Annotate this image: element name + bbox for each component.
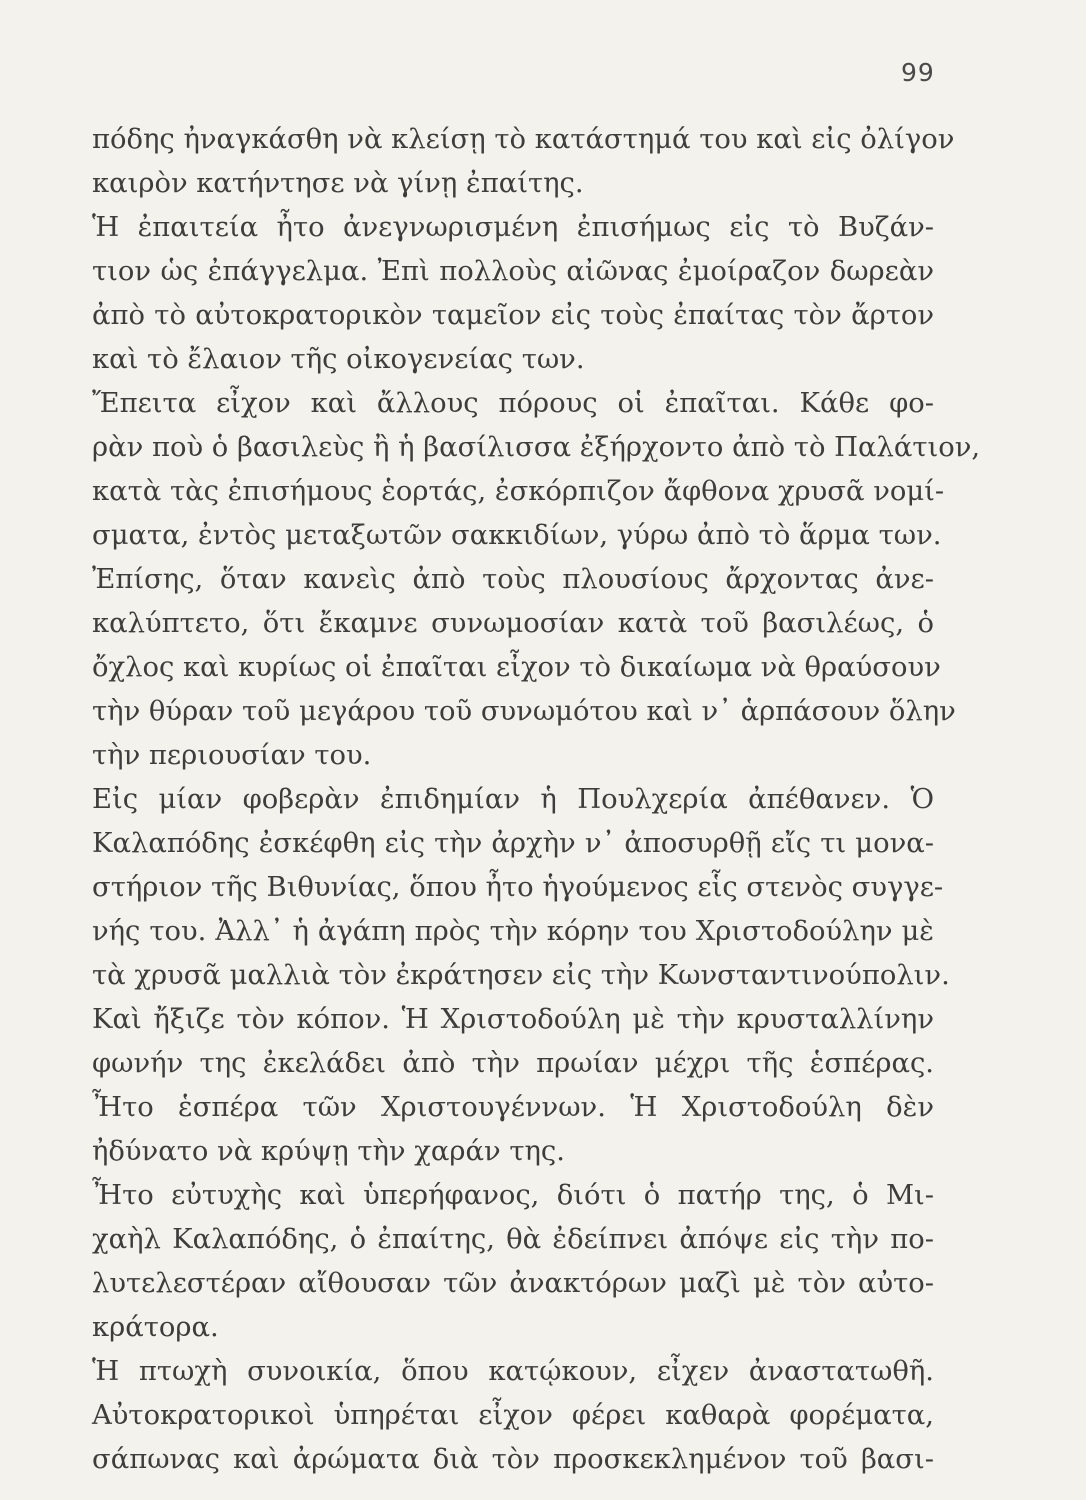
text-line: καλύπτετο, ὅτι ἔκαμνε συνωμοσίαν κατὰ τοῦ βασιλέως, ὁ xyxy=(92,608,934,639)
text-line: Καὶ ἤξιζε τὸν κόπον. Ἡ Χριστοδούλη μὲ τὴν κρυσταλλίνην xyxy=(92,1004,934,1035)
text-line: Αὐτοκρατορικοὶ ὑπηρέται εἶχον φέρει καθαρὰ φορέματα, xyxy=(92,1400,934,1431)
text-line: ἠδύνατο νὰ κρύψῃ τὴν χαράν της. xyxy=(92,1136,565,1167)
text-line: Ἡ ἐπαιτεία ἦτο ἀνεγνωρισμένη ἐπισήμως εἰς τὸ Βυζάν- xyxy=(92,212,934,243)
text-line: Ἡ πτωχὴ συνοικία, ὅπου κατῴκουν, εἶχεν ἀναστατωθῆ. xyxy=(92,1356,934,1387)
text-line: Ἐπίσης, ὅταν κανεὶς ἀπὸ τοὺς πλουσίους ἄρχοντας ἀνε- xyxy=(92,564,934,595)
text-line: ἀπὸ τὸ αὐτοκρατορικὸν ταμεῖον εἰς τοὺς ἐπαίτας τὸν ἄρτον xyxy=(92,300,934,331)
text-line: Ἦτο ἑσπέρα τῶν Χριστουγέννων. Ἡ Χριστοδούλη δὲν xyxy=(92,1092,934,1123)
text-line: Εἰς μίαν φοβερὰν ἐπιδημίαν ἡ Πουλχερία ἀπέθανεν. Ὁ xyxy=(92,784,934,815)
text-line: Ἔπειτα εἶχον καὶ ἄλλους πόρους οἱ ἐπαῖται. Κάθε φο- xyxy=(92,388,934,419)
page-number: 99 xyxy=(901,58,935,87)
text-line: τὰ χρυσᾶ μαλλιὰ τὸν ἐκράτησεν εἰς τὴν Κωνσταντινούπολιν. xyxy=(92,960,950,991)
text-line: καιρὸν κατήντησε νὰ γίνῃ ἐπαίτης. xyxy=(92,168,584,199)
text-line: τὴν θύραν τοῦ μεγάρου τοῦ συνωμότου καὶ ν᾽ ἁρπάσουν ὅλην xyxy=(92,696,956,727)
text-line: νής του. Ἀλλ᾽ ἡ ἀγάπη πρὸς τὴν κόρην του Χριστοδούλην μὲ xyxy=(92,916,934,947)
text-line: ὄχλος καὶ κυρίως οἱ ἐπαῖται εἶχον τὸ δικαίωμα νὰ θραύσουν xyxy=(92,652,941,683)
text-line: κράτορα. xyxy=(92,1312,219,1343)
text-line: σάπωνας καὶ ἀρώματα διὰ τὸν προσκεκλημένον τοῦ βασι- xyxy=(92,1444,934,1475)
text-line: κατὰ τὰς ἐπισήμους ἑορτάς, ἐσκόρπιζον ἄφθονα χρυσᾶ νομί- xyxy=(92,476,945,507)
text-line: πόδης ἠναγκάσθη νὰ κλείσῃ τὸ κατάστημά του καὶ εἰς ὀλίγον xyxy=(92,124,955,155)
text-line: τὴν περιουσίαν του. xyxy=(92,740,372,771)
text-line: τιον ὡς ἐπάγγελμα. Ἐπὶ πολλοὺς αἰῶνας ἐμοίραζον δωρεὰν xyxy=(92,256,934,287)
text-line: χαὴλ Καλαπόδης, ὁ ἐπαίτης, θὰ ἐδείπνει ἀπόψε εἰς τὴν πο- xyxy=(92,1224,934,1255)
text-line: ρὰν ποὺ ὁ βασιλεὺς ἢ ἡ βασίλισσα ἐξήρχοντο ἀπὸ τὸ Παλάτιον, xyxy=(92,432,981,463)
text-line: καὶ τὸ ἔλαιον τῆς οἰκογενείας των. xyxy=(92,344,585,375)
text-line: σματα, ἐντὸς μεταξωτῶν σακκιδίων, γύρω ἀπὸ τὸ ἅρμα των. xyxy=(92,520,942,551)
text-line: λυτελεστέραν αἴθουσαν τῶν ἀνακτόρων μαζὶ μὲ τὸν αὐτο- xyxy=(92,1268,934,1299)
text-line: Καλαπόδης ἐσκέφθη εἰς τὴν ἀρχὴν ν᾽ ἀποσυρθῇ εἴς τι μονα- xyxy=(92,828,934,859)
text-line: στήριον τῆς Βιθυνίας, ὅπου ἦτο ἡγούμενος εἷς στενὸς συγγε- xyxy=(92,872,944,903)
text-line: φωνήν της ἐκελάδει ἀπὸ τὴν πρωίαν μέχρι τῆς ἑσπέρας. xyxy=(92,1048,934,1079)
text-line: Ἦτο εὐτυχὴς καὶ ὑπερήφανος, διότι ὁ πατήρ της, ὁ Μι- xyxy=(92,1180,934,1211)
